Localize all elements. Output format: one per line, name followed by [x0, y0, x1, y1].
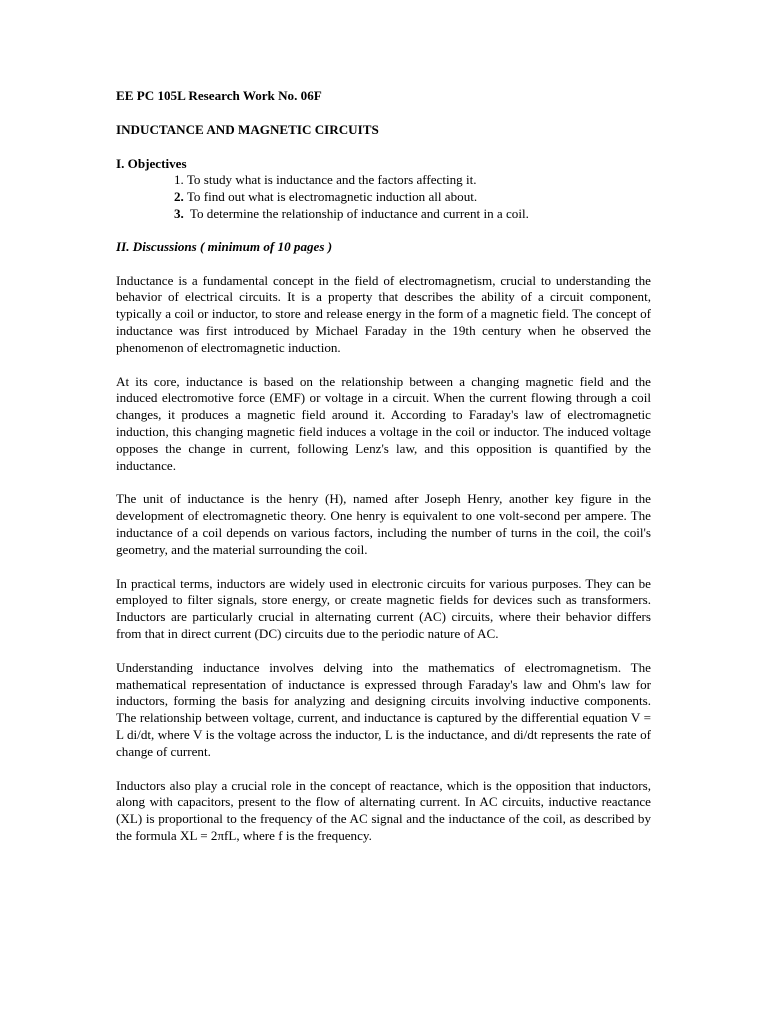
discussion-paragraph: Inductance is a fundamental concept in the field of electromagnetism, crucial to understanding the behavior of electrical circuits. It is a property that describes the ability of a circuit component, typically a coil or inductor, to store and release energy in the form of a magnetic field. The concept of inductance was first introduced by Michael Faraday in the 19th century when he observed the phenomenon of electromagnetic induction. — [116, 272, 651, 355]
document-title: INDUCTANCE AND MAGNETIC CIRCUITS — [116, 121, 379, 137]
document-page — [116, 88, 651, 862]
objective-text: To determine the relationship of inductance and current in a coil. — [186, 205, 529, 221]
discussion-paragraph: At its core, inductance is based on the relationship between a changing magnetic field and the induced electromotive force (EMF) or voltage in a circuit. When the current flowing through a coil changes, it produces a magnetic field around it. According to Faraday's law of electromagnetic induction, this changing magnetic field induces a voltage in the coil or inductor. The induced voltage opposes the change in current, following Lenz's law, and this opposition is quantified by the inductance. — [116, 373, 651, 473]
discussions-heading: II. Discussions ( minimum of 10 pages ) — [116, 238, 333, 254]
discussion-paragraph: The unit of inductance is the henry (H), named after Joseph Henry, another key figure in the development of electromagnetic theory. One henry is equivalent to one volt-second per ampere. The inductance of a coil depends on various factors, including the number of turns in the coil, the coil's geometry, and the material surrounding the coil. — [116, 491, 651, 557]
objective-number: 3. — [174, 205, 184, 221]
objective-item — [116, 206, 651, 223]
document-code: EE PC 105L Research Work No. 06F — [116, 88, 322, 103]
objective-item — [116, 172, 651, 189]
objective-text: To find out what is electromagnetic induction all about. — [186, 189, 478, 205]
objective-text: To study what is inductance and the factors affecting it. — [186, 172, 477, 188]
objective-item — [116, 189, 651, 206]
discussion-paragraph: Inductors also play a crucial role in the concept of reactance, which is the opposition that inductors, along with capacitors, present to the flow of alternating current. In AC circuits, inductive reactance (XL) is proportional to the frequency of the AC signal and the inductance of the coil, as described by the formula XL = 2πfL, where f is the frequency. — [116, 777, 651, 843]
objective-number: 1. — [174, 172, 184, 188]
discussion-paragraph: Understanding inductance involves delving into the mathematics of electromagnetism. The mathematical representation of inductance is expressed through Faraday's law and Ohm's law for inductors, forming the basis for analyzing and designing circuits involving inductive components. The relationship between voltage, current, and inductance is captured by the differential equation V = L di/dt, where V is the voltage across the inductor, L is the inductance, and di/dt represents the rate of change of current. — [116, 659, 651, 759]
objective-number: 2. — [174, 189, 184, 205]
objectives-heading: I. Objectives — [116, 155, 187, 171]
discussion-paragraph: In practical terms, inductors are widely used in electronic circuits for various purposes. They can be employed to filter signals, store energy, or create magnetic fields for devices such as transformers. Inductors are particularly crucial in alternating current (AC) circuits, where their behavior differs from that in direct current (DC) circuits due to the periodic nature of AC. — [116, 575, 651, 641]
objectives-list — [116, 172, 651, 222]
